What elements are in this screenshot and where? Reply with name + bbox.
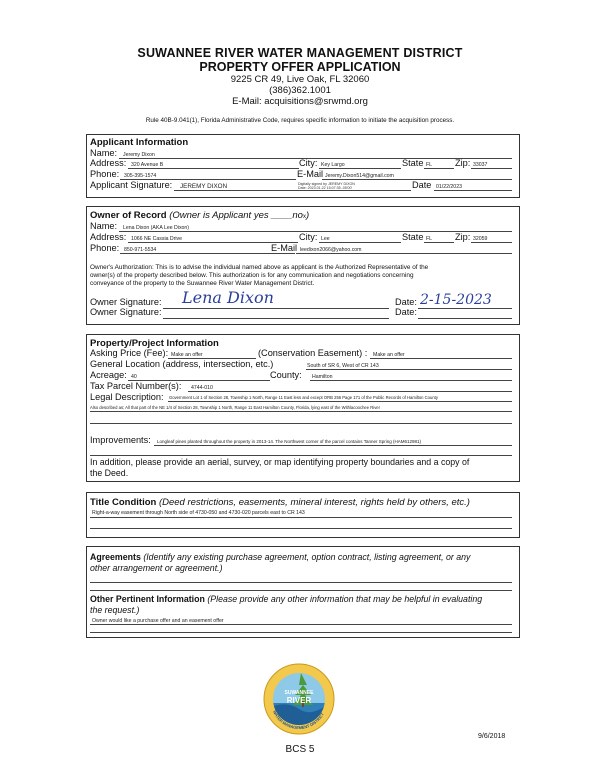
owner-section-title bbox=[90, 210, 309, 221]
applicant-zip-label: Zip: bbox=[455, 158, 471, 168]
general-location-label: General Location (address, intersection, etc.) bbox=[90, 359, 274, 369]
agreements-title: Agreements bbox=[90, 552, 141, 562]
improvements-value: Longleaf pines planted throughout the property in 2013-14. The Northwest corner of the parcel contains Tanner Spring (HAM612981) bbox=[157, 439, 421, 444]
agreements-note-2: other arrangement or agreement.) bbox=[90, 563, 223, 573]
owner-city-field[interactable] bbox=[319, 242, 401, 243]
other-info-note-1: (Please provide any other information that may be helpful in evaluating bbox=[207, 594, 483, 604]
applicant-address-field[interactable] bbox=[128, 168, 299, 169]
applicant-date-label: Date bbox=[412, 180, 432, 190]
owner-zip-value: 32059 bbox=[473, 236, 488, 242]
other-info-header-line-1 bbox=[90, 594, 482, 605]
applicant-city-field[interactable] bbox=[319, 168, 401, 169]
tax-parcel-value: 4744-010 bbox=[191, 385, 213, 391]
general-location-field[interactable] bbox=[306, 369, 512, 370]
agreements-header-line-1 bbox=[90, 552, 470, 563]
applicant-email-value: Jeremy.Dixon514@gmail.com bbox=[325, 173, 394, 179]
general-location-value: South of SR 6, West of CR 143 bbox=[307, 363, 379, 369]
legal-description-label: Legal Description: bbox=[90, 392, 164, 402]
owner-email-field[interactable] bbox=[296, 253, 512, 254]
digital-signature-stamp-line-1: Digitally signed by JEREMY DIXON bbox=[298, 182, 355, 186]
title-condition-field-line-1[interactable] bbox=[90, 517, 512, 518]
title-condition-header bbox=[90, 497, 470, 508]
county-label: County: bbox=[270, 370, 302, 380]
tax-parcel-field[interactable] bbox=[188, 391, 512, 392]
owner-zip-field[interactable] bbox=[471, 242, 512, 243]
owner-signature-1-handwriting: Lena Dixon bbox=[182, 288, 274, 307]
applicant-email-label: E-Mail bbox=[297, 169, 324, 179]
owner-signature-2-date-label: Date: bbox=[395, 307, 417, 317]
agreements-note-1: (Identify any existing purchase agreement, option contract, listing agreement, or any bbox=[143, 552, 471, 562]
owner-no-mark[interactable]: x bbox=[302, 214, 306, 220]
aerial-note-line-2: the Deed. bbox=[90, 468, 129, 478]
owner-signature-1-date-handwriting: 2-15-2023 bbox=[420, 292, 492, 308]
owner-title-close: ) bbox=[305, 210, 310, 221]
owner-state-field[interactable] bbox=[424, 242, 454, 243]
acreage-label: Acreage: bbox=[90, 370, 127, 380]
owner-title-note: (Owner is Applicant yes ____no bbox=[169, 210, 303, 221]
owner-name-label: Name: bbox=[90, 221, 118, 231]
applicant-zip-value: 33037 bbox=[473, 162, 488, 168]
other-info-title: Other Pertinent Information bbox=[90, 594, 205, 604]
owner-phone-field[interactable] bbox=[120, 253, 295, 254]
applicant-date-value: 01/22/2023 bbox=[436, 184, 462, 190]
agreements-field-line-1[interactable] bbox=[90, 582, 512, 583]
conservation-easement-label: (Conservation Easement) : bbox=[258, 348, 368, 358]
srwmd-logo bbox=[263, 663, 335, 735]
agreements-field-line-2[interactable] bbox=[90, 590, 512, 591]
improvements-label: Improvements: bbox=[90, 435, 151, 445]
owner-signature-2-label: Owner Signature: bbox=[90, 307, 162, 317]
owner-authorization-line-1: Owner's Authorization: This is to advise the individual named above as applicant is the Authorized Representative of the bbox=[90, 264, 429, 271]
owner-signature-1-date-field[interactable] bbox=[418, 308, 512, 309]
applicant-address-value: 320 Avenue B bbox=[131, 162, 164, 168]
owner-state-value: FL bbox=[426, 236, 433, 242]
owner-zip-label: Zip: bbox=[455, 232, 471, 242]
logo-ring-textpath: WATER MANAGEMENT DISTRICT bbox=[272, 709, 325, 731]
other-info-note-2: the request.) bbox=[90, 605, 140, 615]
title-condition-value: Right-a-way easement through North side of 4730-050 and 4730-020 parcels east to CR 143 bbox=[92, 510, 305, 516]
owner-city-value: Lee bbox=[321, 236, 330, 242]
owner-signature-1-field[interactable] bbox=[163, 308, 389, 309]
property-section-title: Property/Project Information bbox=[90, 338, 219, 349]
county-value: Hamilton bbox=[312, 374, 333, 380]
rule-text: Rule 40B-9.041(1), Florida Administrative Code, requires specific information to initiate the acquisition process. bbox=[145, 117, 455, 124]
applicant-zip-field[interactable] bbox=[471, 168, 512, 169]
org-name: SUWANNEE RIVER WATER MANAGEMENT DISTRICT bbox=[137, 46, 463, 60]
legal-description-field-line-2[interactable] bbox=[90, 411, 512, 412]
applicant-phone-value: 305-395-1574 bbox=[124, 173, 157, 179]
owner-name-value: Lena Dixon (AKA Lee Dixon) bbox=[123, 225, 190, 231]
org-address: 9225 CR 49, Live Oak, FL 32060 bbox=[230, 74, 370, 85]
acreage-value: 40 bbox=[131, 374, 137, 380]
title-condition-field-line-2[interactable] bbox=[90, 528, 512, 529]
title-condition-title: Title Condition bbox=[90, 497, 157, 508]
owner-address-label: Address: bbox=[90, 232, 127, 242]
owner-phone-label: Phone: bbox=[90, 243, 120, 253]
owner-title-text: Owner of Record bbox=[90, 210, 167, 221]
applicant-city-label: City: bbox=[299, 158, 318, 168]
owner-signature-1-date-label: Date: bbox=[395, 297, 417, 307]
applicant-signature-label: Applicant Signature: bbox=[90, 180, 173, 190]
owner-signature-2-date-field[interactable] bbox=[418, 318, 512, 319]
applicant-state-value: FL bbox=[426, 162, 433, 168]
owner-authorization-line-2: owner(s) of the property described below. This authorization is for any communication and negotiations concerning bbox=[90, 272, 414, 279]
owner-city-label: City: bbox=[299, 232, 318, 242]
applicant-phone-label: Phone: bbox=[90, 169, 120, 179]
improvements-field-line-2[interactable] bbox=[90, 455, 512, 456]
asking-price-value: Make an offer bbox=[171, 352, 203, 358]
applicant-city-value: Key Largo bbox=[321, 162, 345, 168]
asking-price-label: Asking Price (Fee): bbox=[90, 348, 169, 358]
other-info-value: Owner would like a purchase offer and an easement offer bbox=[92, 618, 224, 624]
other-info-field-line-2[interactable] bbox=[90, 632, 512, 633]
applicant-signature-value: JEREMY DIXON bbox=[180, 183, 228, 190]
applicant-state-label: State bbox=[402, 158, 424, 168]
owner-authorization-line-3: conveyance of the property to the Suwannee River Water Management District. bbox=[90, 280, 315, 287]
owner-signature-2-field[interactable] bbox=[163, 318, 389, 319]
footer-code: BCS 5 bbox=[285, 744, 315, 755]
legal-description-value-line-1: Government Lot 1 of Section 28, Township 1 North, Range 11 East less and except ORB 256 Page 171 of the Public Records of Hamilton County bbox=[169, 395, 438, 400]
footer-date: 9/6/2018 bbox=[478, 733, 506, 740]
org-email: E-Mail: acquisitions@srwmd.org bbox=[232, 96, 368, 107]
other-info-field-line-1[interactable] bbox=[90, 624, 512, 625]
owner-state-label: State bbox=[402, 232, 424, 242]
applicant-name-value: Jeremy Dixon bbox=[123, 152, 155, 158]
applicant-signature-field[interactable] bbox=[174, 190, 411, 191]
applicant-section-title: Applicant Information bbox=[90, 137, 189, 148]
applicant-date-field[interactable] bbox=[434, 190, 512, 191]
legal-description-field-line-1[interactable] bbox=[168, 401, 512, 402]
legal-description-value-line-2: Also described as; All that part of the NE 1/4 of Section 28, Township 1 North, Range 11 East Hamilton County, Florida, lying east of the Withlacoochee River bbox=[90, 405, 381, 410]
logo-word-top: SUWANNEE bbox=[284, 690, 314, 696]
owner-email-label: E-Mail bbox=[271, 243, 298, 253]
tax-parcel-label: Tax Parcel Number(s): bbox=[90, 381, 182, 391]
conservation-easement-field[interactable] bbox=[370, 358, 512, 359]
owner-address-value: 1066 NE Cassia Drive bbox=[131, 236, 183, 242]
improvements-field[interactable] bbox=[154, 445, 512, 446]
county-field[interactable] bbox=[310, 380, 512, 381]
legal-description-field-line-3[interactable] bbox=[90, 423, 512, 424]
owner-phone-value: 850-971-5534 bbox=[124, 247, 157, 253]
conservation-easement-value: Make an offer bbox=[373, 352, 405, 358]
owner-signature-1-label: Owner Signature: bbox=[90, 297, 162, 307]
owner-email-value: leedixon2066@yahoo.com bbox=[300, 247, 362, 253]
applicant-address-label: Address: bbox=[90, 158, 127, 168]
logo-word-mid: RIVER bbox=[286, 696, 312, 705]
applicant-state-field[interactable] bbox=[424, 168, 454, 169]
applicant-name-label: Name: bbox=[90, 148, 118, 158]
org-phone: (386)362.1001 bbox=[269, 85, 331, 96]
aerial-note-line-1: In addition, please provide an aerial, survey, or map identifying property boundaries and a copy of bbox=[90, 457, 470, 467]
title-condition-note: (Deed restrictions, easements, mineral interest, rights held by others, etc.) bbox=[158, 497, 470, 508]
form-title: PROPERTY OFFER APPLICATION bbox=[199, 60, 401, 74]
digital-signature-stamp-line-2: Date: 2023.01.22 15:07:35 -05'00' bbox=[298, 186, 353, 190]
